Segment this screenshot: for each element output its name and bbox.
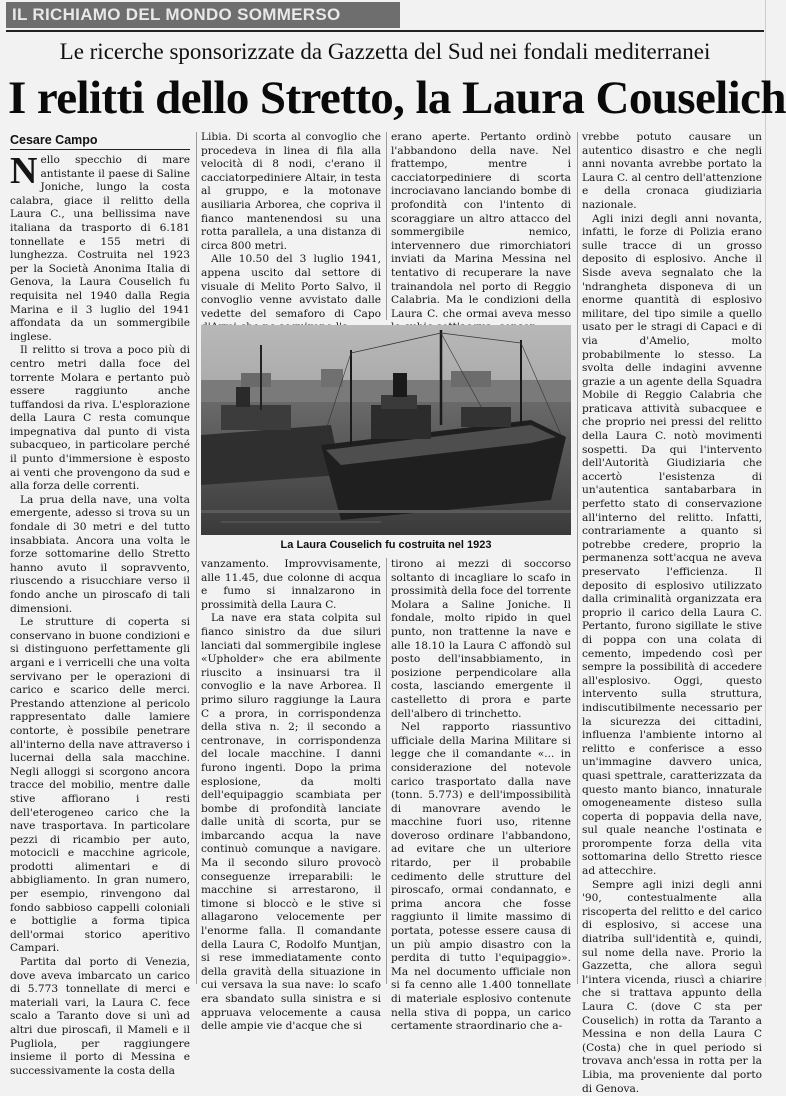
col4-paragraph: Sempre agli inizi degli anni '90, contestualmente alla riscoperta del relitto e del carico di esplosivo, si accese una diatriba sull'identità e, quindi, sul nome della nave. Prorio la Gazzetta, che allora seguì l'intera vicenda, riuscì a chiarire che si trattava appunto della Laura C. (dove C sta per Couselich) in rotta da Taranto a Messina e non della Laura C (Costa) che in quel periodo si trovava anch'essa in rotta per la Libia, ma proveniente dal porto di Genova. [582,878,762,1095]
column-divider [577,132,578,984]
ship-photo-image [201,325,571,535]
col3-paragraph: Nel rapporto riassuntivo ufficiale della Marina Militare si legge che il comandante «... in considerazione del notevole carico trasportato dalla nave (tonn. 5.773) e dell'impossibilità di manovrare avendo le macchine fuori uso, ritenne doveroso ordinare l'abbandono, ad evitare che un ulteriore ritardo, per il probabile cedimento delle strutture del piroscafo, ormai condannato, e prima ancora che fosse raggiunto il limite massimo di portata, potesse essere causa di un più ampio disastro con la perdita di tutto l'equipaggio». Ma nel documento ufficiale non si fa cenno alle 1.400 tonnellate di materiale esplosivo contenute nella stiva di poppa, un carico certamente straordinario che a- [391,721,571,1033]
dropcap: N [10,150,38,192]
headline: I relitti dello Stretto, la Laura Couselich [8,72,786,124]
col3-paragraph: erano aperte. Pertanto ordinò l'abbandono della nave. Nel frattempo, mentre i cacciatorpediniere di scorta incrociavano lanciando bombe di profondità con l'intento di scoraggiare un altro attacco del sommergibile nemico, intervennero due rimorchiatori inviati da Marina Messina nel tentativo di recuperare la nave trainandola nel porto di Reggio Calabria. Ma le condizioni della Laura C. che ormai aveva messo [391,131,571,320]
column-3-bottom [391,558,571,1033]
col1-paragraph: La prua della nave, una volta emergente, adesso si trova su un fondale di 30 metri e del tutto insabbiata. Ancora una volta le forze sottomarine dello Stretto hanno avuto il sopravvento, riuscendo a risucchiare verso il fondo anche un piroscafo di tali dimensioni. [10,493,190,615]
col1-paragraph: Le strutture di coperta si conservano in buone condizioni e si distinguono perfettamente gli argani e i verricelli che una volta servivano per le operazioni di carico e scarico delle merci. Prestando attenzione al pericolo rappresentato dalle lamiere contorte, è possibile penetrare all'interno della nave attraverso i lucernai della sala macchine. Negli alloggi si scorgono ancora tracce del mobilio, mentre dalle stive affiorano i resti dell'eterogeneo carico che la nave trasportava. In particolare pezzi di ricambio per auto, motocicli e macchine agricole, prodotti alimentari e di abbigliamento. In gran numero, per esempio, rinvengono dal fondo sabbioso cappelli coloniali e bottiglie a forma tipica dell'ormai storico aperitivo Campari. [10,616,190,955]
kicker: Le ricerche sponsorizzate da Gazzetta del Sud nei fondali mediterranei [59,39,711,64]
col4-paragraph: vrebbe potuto causare un autentico disastro e che negli anni novanta avrebbe portato la Laura C. al centro dell'attenzione e della cronaca giudiziaria nazionale. [582,131,762,211]
col2-paragraph: Alle 10.50 del 3 luglio 1941, appena uscito dal settore di visuale di Melito Porto Salvo, il convoglio venne avvistato dalle vedette del semaforo di Capo [201,253,381,320]
header-rule [6,30,764,32]
col4-paragraph: Agli inizi degli anni novanta, infatti, le forze di Polizia erano sulle tracce di un grosso deposito di esplosivo. Anche il Sisde aveva segnalato che la 'ndrangheta disponeva di un enorme quantità di esplosivo militare, del tipo simile a quello usato per le stragi di Capaci e di via d'Amelio, molto probabilmente lo stesso. La svolta delle indagini avvenne grazie a un agente della Squadra Mobile di Reggio Calabria che praticava attività subacquee e che proprio nei pressi del relitto della Laura C. notò movimenti sospetti. Da qui l'intervento dell'Autorità Giudiziaria che accertò l'esistenza di un'autentica santabarbara in perfetto stato di conservazione all'interno del relitto. Infatti, contrariamente a quanto si potrebbe credere, proprio la permanenza sott'acqua ne aveva preservato l'efficienza. Il deposito di esplosivo utilizzato dalla criminalità organizzata era proprio il carico della Laura C. Pertanto, furono sigillate le stive di poppa con una colata di cemento, impedendo così per sempre la possibilità di accedere all'esplosivo. Oggi, questo intervento sulla struttura, indiscutibilmente necessario per la sicurezza dei cittadini, influenza l'ambiente intorno al relitto e conferisce a esso un'immagine davvero unica, quasi spettrale, caratterizzata da questo manto bianco, innaturale omogeneamente disteso sulla coperta di poppavia della nave, sul quale neanche l'ostinata e prorompente forza della vita sottomarina dello Stretto riesce ad attecchire. [582,212,762,878]
col2-paragraph: Libia. Di scorta al convoglio che procedeva in linea di fila alla velocità di 8 nodi, c'erano il cacciatorpediniere Altair, in testa al gruppo, e la motonave ausiliaria Arborea, che copriva il fianco mantenendosi su una rotta parallela, a una distanza di circa 800 metri. [201,131,381,252]
column-2-bottom [201,558,381,1033]
col1-paragraph: Il relitto si trova a poco più di centro metri dalla foce del torrente Molara e pertanto può essere raggiunto anche tuffandosi da riva. L'esplorazione della Laura C resta comunque impegnativa dal punto di vista subacqueo, in particolare perché il punto d'immersione è esposto ai venti che provengono da sud e alla forza delle correnti. [10,344,190,493]
column-divider [386,132,387,320]
col1-paragraph-lead [10,150,190,344]
column-divider [386,558,387,984]
ship-photo [201,325,571,535]
column-1 [10,150,190,1077]
column-divider [196,132,197,984]
column-2-top [201,131,381,319]
byline-rule [10,149,190,150]
col1-paragraph: Partita dal porto di Venezia, dove aveva imbarcato un carico di 5.773 tonnellate di merci e materiali vari, la Laura C. fece scalo a Taranto dove si unì ad altri due piroscafi, il Mameli e il Pugliola, per raggiungere insieme il porto di Messina e successivamente la costa della [10,956,190,1077]
column-4 [582,131,762,1095]
col2-paragraph: vanzamento. Improvvisamente, alle 11.45, due colonne di acqua e fumo si innalzarono in prossimità della Laura C. [201,558,381,611]
column-3-top [391,131,571,319]
photo-caption: La Laura Couselich fu costruita nel 1923 [280,539,492,551]
section-banner: IL RICHIAMO DEL MONDO SOMMERSO [6,2,400,28]
byline: Cesare Campo [10,133,98,147]
col1-paragraph-lead-text: ello specchio di mare antistante il paese di Saline Joniche, lungo la costa calabra, giace il relitto della Laura C., una bellissima nave italiana da trasporto di 6.181 tonnellate e 155 metri di lunghezza. Costruita nel 1923 per la Società Anonima Italia di Genova, la Laura Couselich fu requisita nel 1940 dalla Regia Marina e il 3 luglio del 1941 affondata da un sommergibile inglese. [10,154,190,343]
col3-paragraph: tirono ai mezzi di soccorso soltanto di incagliare lo scafo in prossimità della foce del torrente Molara a Saline Joniche. Il fondale, molto ripido in quel punto, non trattenne la nave e alle 18.10 la Laura C affondò sul posto dell'insabbiamento, in posizione perpendicolare alla costa, lasciando emergente il castelletto di prora e parte dell'albero di trinchetto. [391,558,571,720]
col2-paragraph: La nave era stata colpita sul fianco sinistro da due siluri lanciati dal sommergibile inglese «Upholder» che era abilmente riuscito a insinuarsi tra il convoglio e la nave Arborea. Il primo siluro raggiunge la Laura C a prora, in corrispondenza della stiva n. 2; il secondo a centronave, in corrispondenza del locale macchine. I danni furono ingenti. Dopo la prima esplosione, da molti dell'equipaggio scambiata per bombe di profondità lanciate dalle unità di scorta, pur se imbarcando acqua la nave continuò comunque a navigare. Ma il secondo siluro provocò conseguenze irreparabili: le macchine si arrestarono, il timone si bloccò e le stive si allagarono velocemente per l'enorme falla. Il comandante della Laura C, Rodolfo Muntjan, si rese immediatamente conto della gravità della situazione in cui versava la sua nave: lo scafo era sbandato sulla sinistra e si appruava velocemente a causa delle ampie vie d'acque che si [201,612,381,1033]
